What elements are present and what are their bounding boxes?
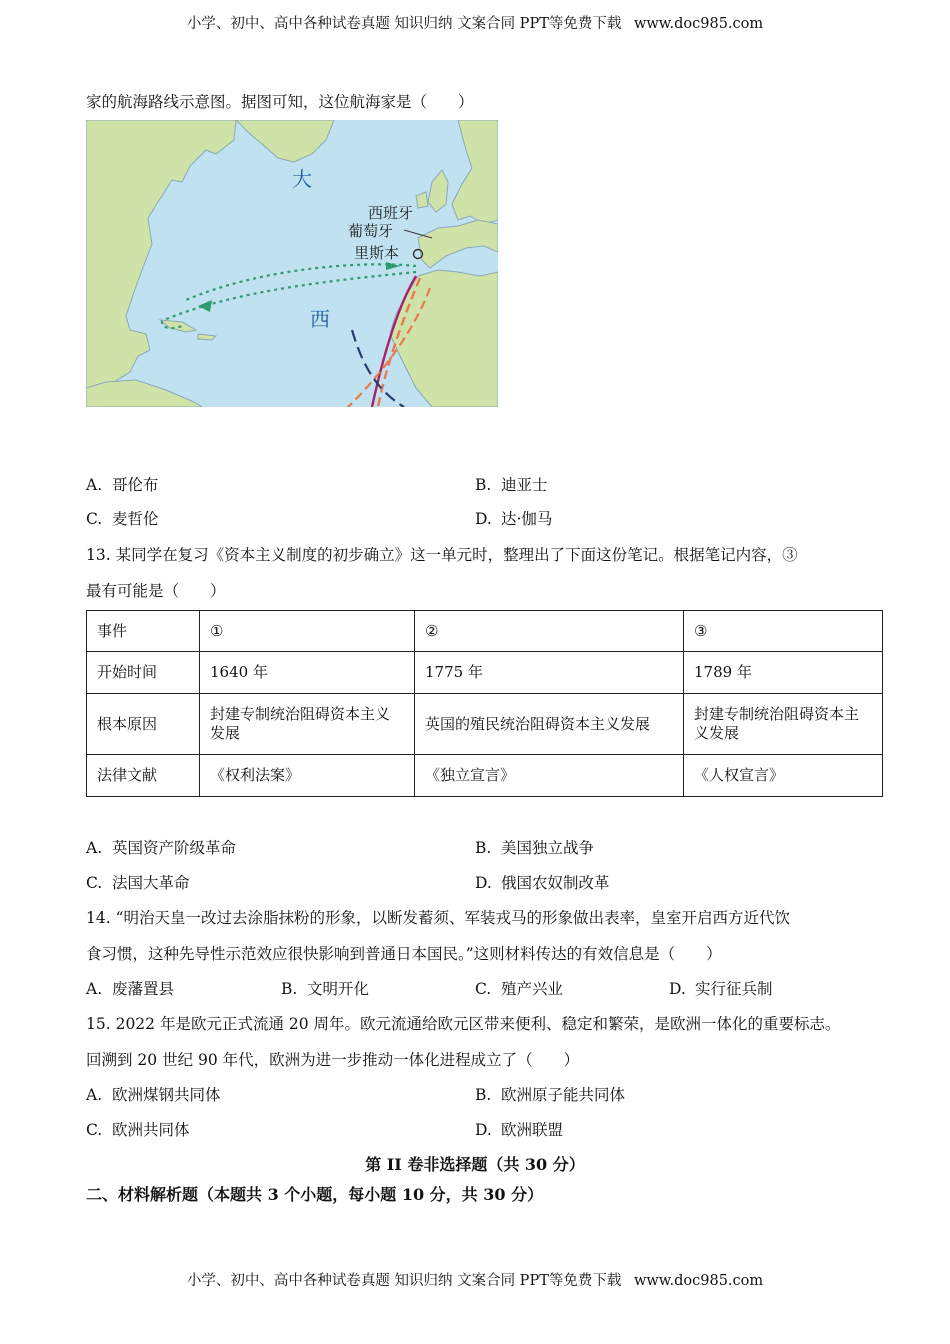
q12-option-a[interactable]: A. 哥伦布	[86, 476, 159, 494]
header-site[interactable]: www.doc985.com	[633, 16, 764, 32]
label-spain: 西班牙	[368, 204, 414, 222]
q15-option-d[interactable]: D. 欧洲联盟	[475, 1121, 564, 1139]
q13-option-d[interactable]: D. 俄国农奴制改革	[475, 874, 610, 892]
table-cell: 1640 年	[200, 652, 415, 694]
table-cell: 《独立宣言》	[415, 755, 684, 797]
table-cell: 1775 年	[415, 652, 684, 694]
ocean-label-2: 西	[310, 307, 330, 331]
table-cell: 开始时间	[87, 652, 200, 694]
table-cell: ③	[684, 611, 883, 652]
header-text: 小学、初中、高中各种试卷真题 知识归纳 文案合同 PPT等免费下载	[186, 16, 622, 32]
q14-option-d[interactable]: D. 实行征兵制	[669, 980, 773, 998]
q13-stem-line1: 13. 某同学在复习《资本主义制度的初步确立》这一单元时，整理出了下面这份笔记。根据笔记内容，③	[86, 546, 798, 564]
q15-option-c[interactable]: C. 欧洲共同体	[86, 1121, 190, 1139]
q13-option-b[interactable]: B. 美国独立战争	[475, 839, 595, 857]
q15-stem-line1: 15. 2022 年是欧元正式流通 20 周年。欧元流通给欧元区带来便利、稳定和繁荣，是欧洲一体化的重要标志。	[86, 1015, 841, 1033]
q15-option-b[interactable]: B. 欧洲原子能共同体	[475, 1086, 626, 1104]
q15-stem-line2: 回溯到 20 世纪 90 年代，欧洲为进一步推动一体化进程成立了（ ）	[86, 1051, 580, 1069]
table-cell: 1789 年	[684, 652, 883, 694]
section-title: 第 II 卷非选择题（共 30 分）	[365, 1155, 585, 1174]
q14-option-c[interactable]: C. 殖产兴业	[475, 980, 564, 998]
q13-option-a[interactable]: A. 英国资产阶级革命	[86, 839, 237, 857]
q13-stem-line2: 最有可能是（ ）	[86, 582, 226, 600]
q14-stem-line2: 食习惯，这种先导性示范效应很快影响到普通日本国民。”这则材料传达的有效信息是（ ）	[86, 945, 722, 963]
q14-stem-line1: 14. “明治天皇一改过去涂脂抹粉的形象，以断发蓄须、军装戎马的形象做出表率，皇室开启西方近代饮	[86, 909, 791, 927]
table-cell: 封建专制统治阻碍资本主义发展	[200, 694, 415, 755]
footer-site[interactable]: www.doc985.com	[633, 1273, 764, 1289]
footer-text: 小学、初中、高中各种试卷真题 知识归纳 文案合同 PPT等免费下载	[186, 1273, 622, 1289]
label-lisbon: 里斯本	[354, 244, 400, 262]
page-header	[0, 12, 950, 33]
table-row	[87, 755, 883, 797]
table-cell: ①	[200, 611, 415, 652]
table-cell: 封建专制统治阻碍资本主义发展	[684, 694, 883, 755]
q12-option-b[interactable]: B. 迪亚士	[475, 476, 548, 494]
table-row	[87, 611, 883, 652]
ocean-label-1: 大	[292, 167, 312, 191]
table-cell: ②	[415, 611, 684, 652]
table-cell: 事件	[87, 611, 200, 652]
table-cell: 根本原因	[87, 694, 200, 755]
voyage-route-map	[86, 120, 498, 407]
q12-stem: 家的航海路线示意图。据图可知，这位航海家是（ ）	[86, 93, 474, 111]
page-footer	[0, 1269, 950, 1290]
label-portugal: 葡萄牙	[348, 222, 394, 240]
q12-option-c[interactable]: C. 麦哲伦	[86, 510, 159, 528]
q13-option-c[interactable]: C. 法国大革命	[86, 874, 190, 892]
q15-option-a[interactable]: A. 欧洲煤钢共同体	[86, 1086, 221, 1104]
table-row	[87, 694, 883, 755]
q13-notes-table	[86, 610, 883, 797]
table-cell: 《权利法案》	[200, 755, 415, 797]
q14-option-a[interactable]: A. 废藩置县	[86, 980, 175, 998]
table-cell: 《人权宣言》	[684, 755, 883, 797]
table-cell: 法律文献	[87, 755, 200, 797]
table-row	[87, 652, 883, 694]
q12-option-d[interactable]: D. 达·伽马	[475, 510, 553, 528]
table-cell: 英国的殖民统治阻碍资本主义发展	[415, 694, 684, 755]
section-subtitle: 二、材料解析题（本题共 3 个小题，每小题 10 分，共 30 分）	[86, 1185, 544, 1204]
q14-option-b[interactable]: B. 文明开化	[281, 980, 370, 998]
